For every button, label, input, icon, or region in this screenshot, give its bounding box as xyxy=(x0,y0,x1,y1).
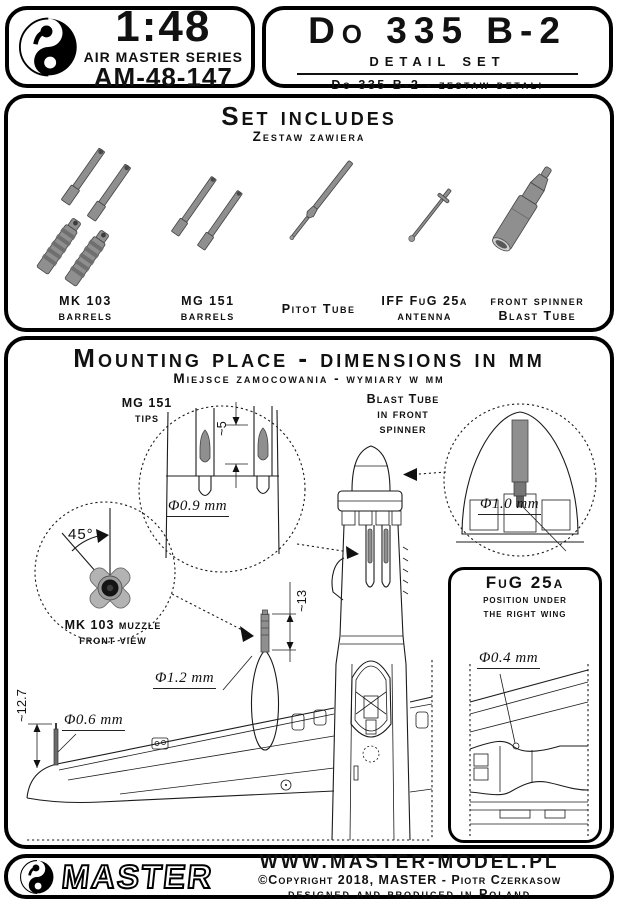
footer xyxy=(4,851,614,900)
master-logo-icon xyxy=(19,16,78,78)
mg151-length-dim: ~5 xyxy=(214,421,229,436)
part-label: Pitot Tube xyxy=(281,301,356,316)
product-title: Do 335 B-2 xyxy=(308,10,567,51)
mk103-angle-dim: 45° xyxy=(68,526,94,543)
set-includes-panel xyxy=(4,94,614,332)
mk103-diameter-dim: Φ1.2 mm xyxy=(153,670,216,689)
pitot-diameter-dim: Φ0.6 mm xyxy=(62,712,125,731)
fug25a-line2: position under xyxy=(483,593,567,606)
mg151-barrels-image xyxy=(152,144,264,292)
title-box xyxy=(262,6,613,92)
product-code: AM-48-147 xyxy=(93,61,233,92)
set-includes-title: Set includes xyxy=(221,101,397,131)
mk103-muzzle-label: MK 103 muzzle front view xyxy=(64,618,162,647)
fug25a-panel xyxy=(448,567,602,843)
product-subtitle-pl: Do 335 B-2 - zestaw detali xyxy=(331,77,544,92)
header xyxy=(5,1,613,92)
blast-tube-label: Blast Tube in front spinner xyxy=(366,392,440,436)
series-label: AIR MASTER SERIES xyxy=(83,48,243,65)
iff-antenna-image xyxy=(373,144,477,292)
fug25a-title: FuG 25a xyxy=(485,573,565,592)
made-in: designed and produced in Poland xyxy=(288,887,532,900)
scale-label: 1:48 xyxy=(115,1,212,51)
set-includes-subtitle: Zestaw zawiera xyxy=(252,129,366,145)
brand-text xyxy=(83,1,243,92)
brand-box xyxy=(5,1,255,92)
mg151-diameter-dim: Φ0.9 mm xyxy=(166,498,229,517)
footer-text xyxy=(221,852,598,900)
title-divider xyxy=(297,73,578,75)
product-subtitle: detail set xyxy=(369,49,506,70)
mounting-subtitle: Miejsce zamocowania - wymiary w mm xyxy=(173,371,445,387)
mounting-panel xyxy=(4,336,614,849)
copyright: ©Copyright 2018, MASTER - Piotr Czerkasow xyxy=(258,873,562,888)
mk103-barrels-image xyxy=(20,144,150,292)
part-mg151-barrels xyxy=(151,144,265,326)
part-label: MG 151 barrels xyxy=(180,294,235,323)
fug25a-line3: the right wing xyxy=(483,608,567,621)
fug25a-diameter-dim: Φ0.4 mm xyxy=(477,650,540,669)
mg151-tips-label: MG 151 tips xyxy=(121,396,173,425)
blast-tube-image xyxy=(477,144,597,292)
master-logo-icon xyxy=(20,860,54,894)
part-blast-tube xyxy=(477,144,598,326)
part-label: front spinner Blast Tube xyxy=(490,294,585,323)
website: WWW.MASTER-MODEL.PL xyxy=(259,851,560,873)
mk103-length-dim: ~13 xyxy=(294,589,309,612)
mounting-title: Mounting place - dimensions in mm xyxy=(73,343,545,373)
brand-wordmark: MASTER xyxy=(60,858,216,895)
part-iff-antenna xyxy=(373,144,477,326)
blast-tube-diameter-dim: Φ1.0 mm xyxy=(478,496,541,515)
pitot-tube-image xyxy=(265,144,373,292)
part-pitot-tube xyxy=(265,144,373,326)
part-mk103-barrels xyxy=(20,144,151,326)
parts-row xyxy=(8,144,610,326)
part-label: MK 103 barrels xyxy=(58,294,113,323)
part-label: IFF FuG 25a antenna xyxy=(381,294,468,323)
pitot-length-dim: ~12.7 xyxy=(14,689,29,722)
mg151-tips-detail xyxy=(166,402,359,559)
